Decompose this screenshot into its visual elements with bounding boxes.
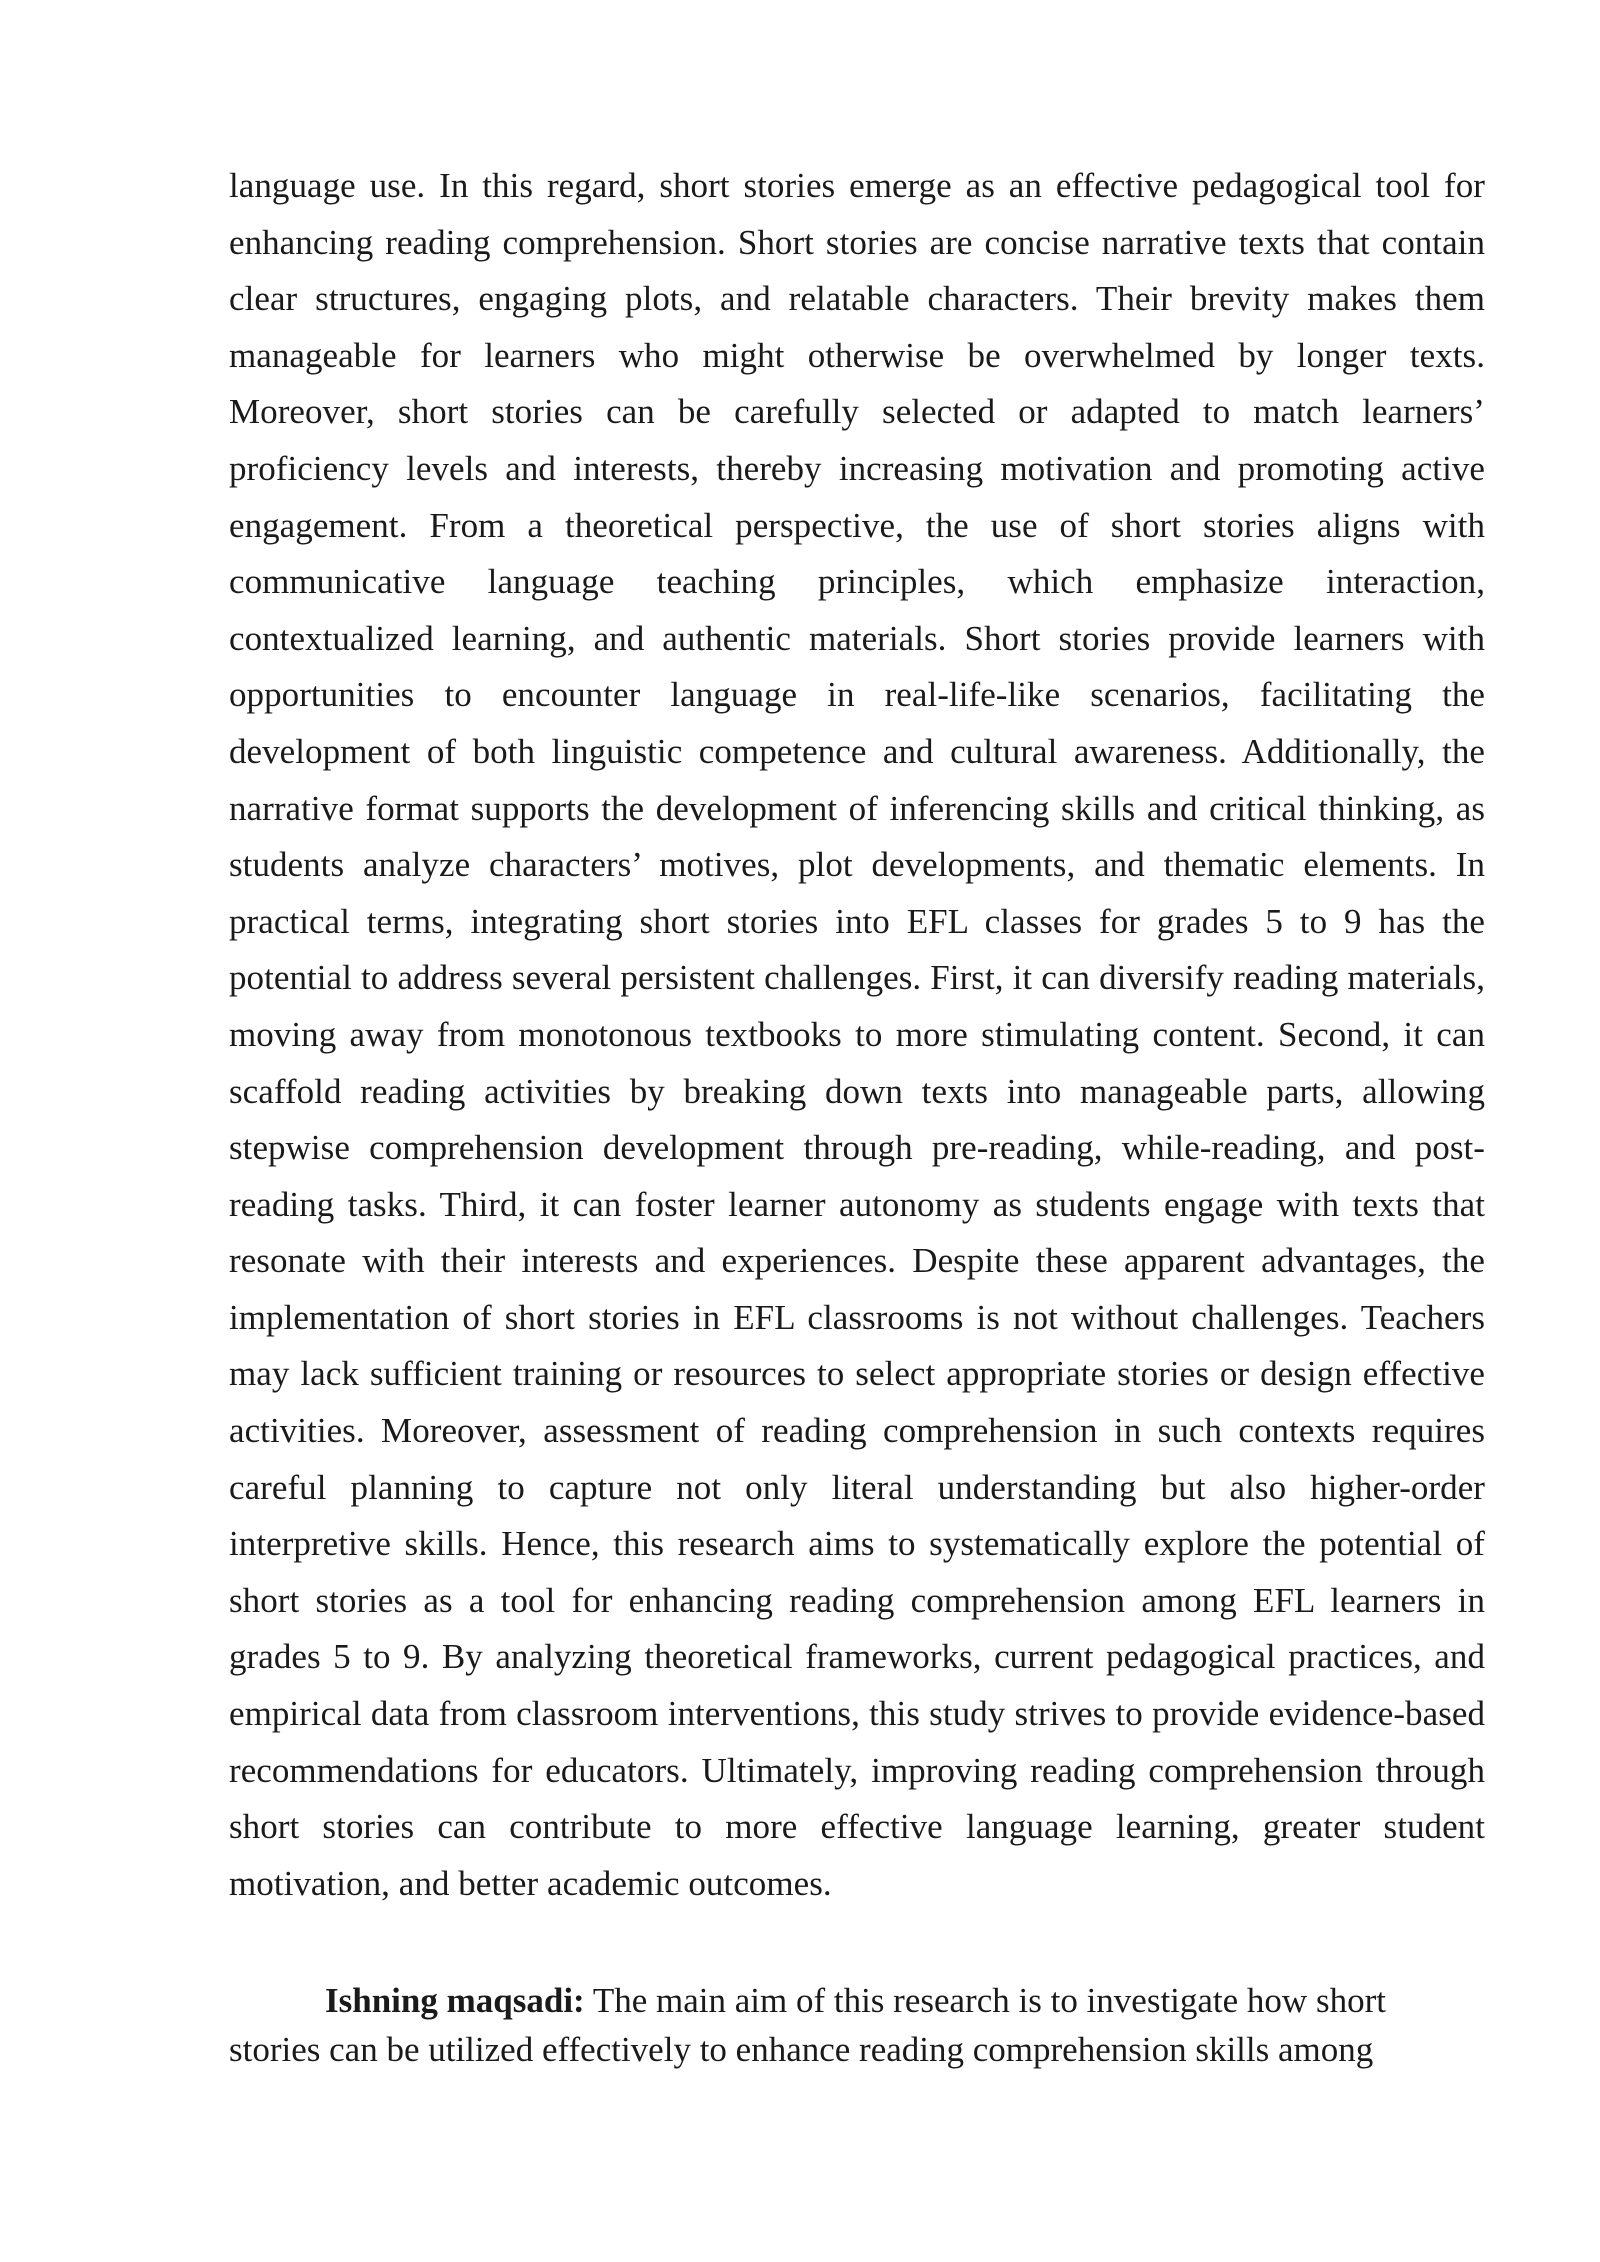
aim-text: The main aim of this research is to investigate how short stories can be utilized effectively to enhance reading comprehension skills among xyxy=(229,1981,1386,2069)
aim-label: Ishning maqsadi: xyxy=(325,1981,585,2020)
aim-paragraph xyxy=(229,1976,1469,2074)
main-paragraph: language use. In this regard, short stories emerge as an effective pedagogical tool for enhancing reading comprehension. Short stories are concise narrative texts that contain clear structures, engaging plots, and relatable characters. Their brevity makes them manageable for learners who might otherwise be overwhelmed by longer texts. Moreover, short stories can be carefully selected or adapted to match learners’ proficiency levels and interests, thereby increasing motivation and promoting active engagement. From a theoretical perspective, the use of short stories aligns with communicative language teaching principles, which emphasize interaction, contextualized learning, and authentic materials. Short stories provide learners with opportunities to encounter language in real-life-like scenarios, facilitating the development of both linguistic competence and cultural awareness. Additionally, the narrative format supports the development of inferencing skills and critical thinking, as students analyze characters’ motives, plot developments, and thematic elements. In practical terms, integrating short stories into EFL classes for grades 5 to 9 has the potential to address several persistent challenges. First, it can diversify reading materials, moving away from monotonous textbooks to more stimulating content. Second, it can scaffold reading activities by breaking down texts into manageable parts, allowing stepwise comprehension development through pre-reading, while-reading, and post-reading tasks. Third, it can foster learner autonomy as students engage with texts that resonate with their interests and experiences. Despite these apparent advantages, the implementation of short stories in EFL classrooms is not without challenges. Teachers may lack sufficient training or resources to select appropriate stories or design effective activities. Moreover, assessment of reading comprehension in such contexts requires careful planning to capture not only literal understanding but also higher-order interpretive skills. Hence, this research aims to systematically explore the potential of short stories as a tool for enhancing reading comprehension among EFL learners in grades 5 to 9. By analyzing theoretical frameworks, current pedagogical practices, and empirical data from classroom interventions, this study strives to provide evidence-based recommendations for educators. Ultimately, improving reading comprehension through short stories can contribute to more effective language learning, greater student motivation, and better academic outcomes. xyxy=(229,166,1485,1903)
